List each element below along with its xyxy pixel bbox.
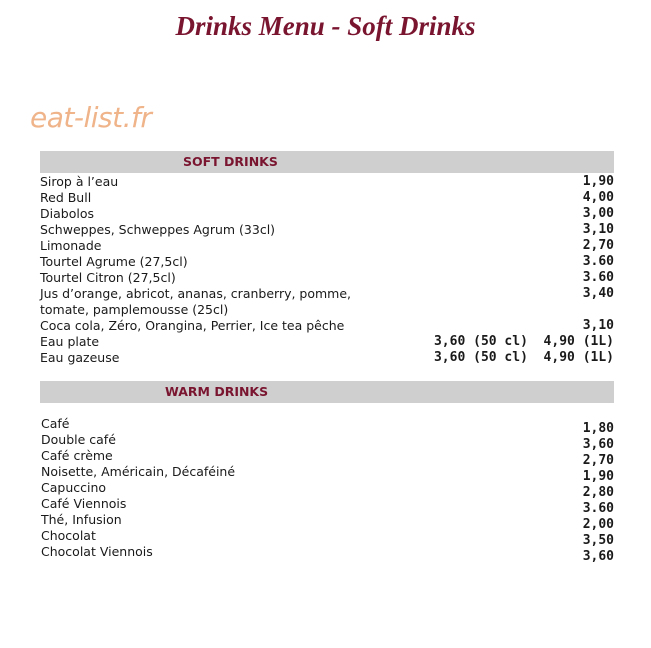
list-item [40,238,614,254]
item-name: Schweppes, Schweppes Agrum (33cl) [40,222,276,237]
section-header-warm-drinks [40,381,614,403]
list-item [40,174,614,190]
list-item [40,222,614,238]
item-name: Sirop à l’eau [40,174,119,189]
section-header-label: WARM DRINKS [165,384,269,399]
item-name: Tourtel Citron (27,5cl) [40,270,176,285]
item-price: 3,60 [582,549,614,564]
item-name: Limonade [40,238,102,253]
list-item [40,334,614,350]
watermark-logo: eat-list.fr [30,101,152,134]
item-price: 3,60 (50 cl) 4,90 (1L) [433,334,614,349]
item-name: Capuccino [41,480,107,495]
item-name: Thé, Infusion [41,512,122,527]
list-item [40,270,614,286]
item-name: Tourtel Agrume (27,5cl) [40,254,188,269]
item-price: 3,60 (50 cl) 4,90 (1L) [433,350,614,365]
item-name: Double café [41,432,116,447]
item-price: 1,90 [582,174,614,189]
item-price: 3,10 [582,318,614,333]
item-price: 2,70 [582,453,614,468]
item-price: 3,10 [582,222,614,237]
list-item [40,286,614,318]
item-price: 3,00 [582,206,614,221]
item-price: 3,60 [582,437,614,452]
warm-drinks-prices [583,421,614,565]
soft-drinks-list [40,174,614,366]
item-price: 2,80 [582,485,614,500]
item-price: 3.60 [582,270,614,285]
item-price: 1,90 [582,469,614,484]
item-price: 3.60 [582,501,614,516]
item-name: Eau plate [40,334,100,349]
item-price: 1,80 [582,421,614,436]
item-name: Café Viennois [41,496,127,511]
item-price: 4,00 [582,190,614,205]
item-price: 3.60 [582,254,614,269]
item-name: Coca cola, Zéro, Orangina, Perrier, Ice tea pêche [40,318,345,333]
item-price: 3,50 [582,533,614,548]
item-name: Café crème [41,448,113,463]
item-name: Diabolos [40,206,94,221]
section-header-soft-drinks [40,151,614,173]
item-name: Jus d’orange, abricot, ananas, cranberry, pomme, tomate, pamplemousse (25cl) [40,286,352,317]
item-name: Noisette, Américain, Décaféiné [41,464,236,479]
item-name: Café [41,416,70,431]
item-name: Eau gazeuse [40,350,120,365]
list-item [40,190,614,206]
item-name: Red Bull [40,190,92,205]
item-name: Chocolat Viennois [41,544,153,559]
list-item [40,318,614,334]
list-item [40,254,614,270]
page-title: Drinks Menu - Soft Drinks [175,11,476,41]
section-header-label: SOFT DRINKS [183,154,278,169]
item-name: Chocolat [41,528,96,543]
item-price: 2,70 [582,238,614,253]
list-item [40,350,614,366]
item-price: 2,00 [582,517,614,532]
item-price: 3,40 [582,286,614,301]
list-item [40,206,614,222]
warm-drinks-names [41,416,235,560]
